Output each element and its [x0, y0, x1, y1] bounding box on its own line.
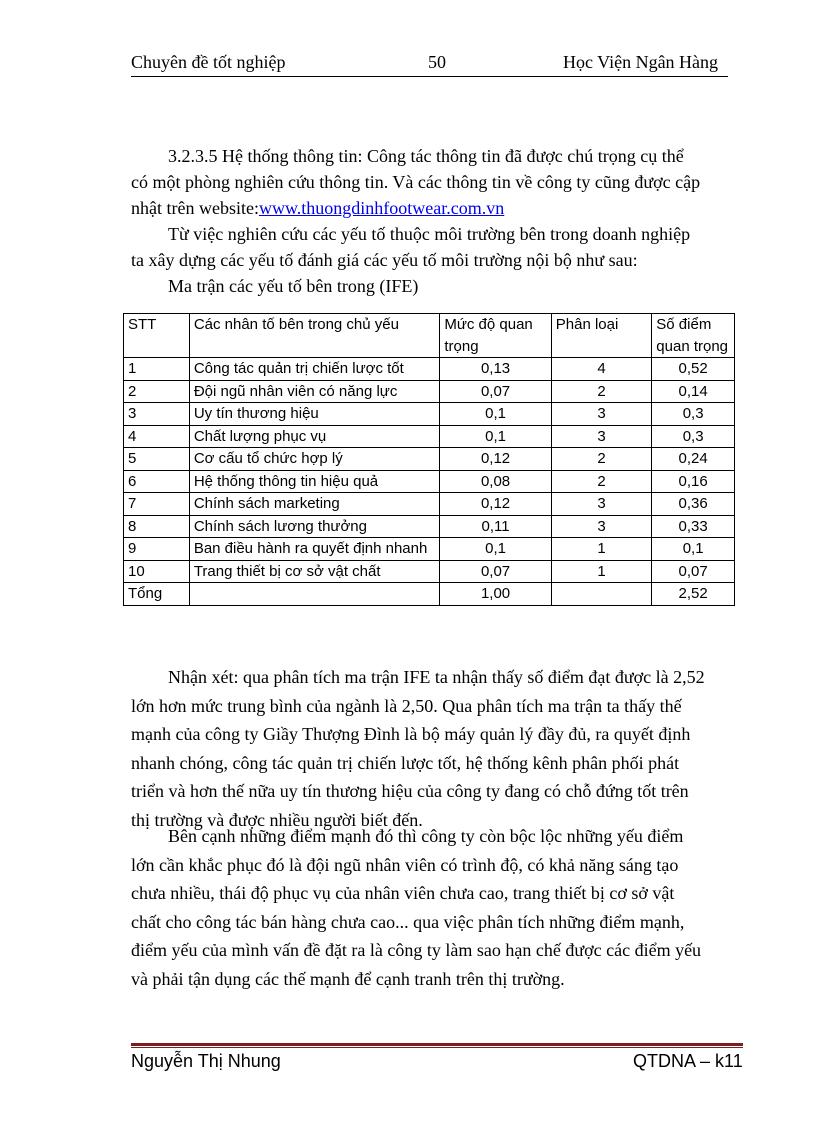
- row-stt: 8: [124, 515, 190, 538]
- table-title: Ma trận các yếu tố bên trong (IFE): [168, 276, 419, 296]
- footer-class: QTDNA – k11: [633, 1051, 743, 1071]
- section-line-1: 3.2.3.5 Hệ thống thông tin: Công tác thông tin đã được chú trọng cụ thể: [168, 146, 684, 166]
- table-body: [124, 358, 735, 606]
- paragraph-1-line: Nhận xét: qua phân tích ma trận IFE ta nhận thấy số điểm đạt được là 2,52: [168, 667, 705, 687]
- row-weight: 0,12: [440, 448, 551, 471]
- paragraph-1-line: lớn hơn mức trung bình của ngành là 2,50. Qua phân tích ma trận ta thấy thế: [131, 695, 682, 716]
- row-weight: 0,08: [440, 470, 551, 493]
- row-weight: 0,1: [440, 538, 551, 561]
- row-score: 0,14: [652, 380, 735, 403]
- table-row: [124, 560, 735, 583]
- header-weight: Mức độ quan trọng: [440, 314, 551, 358]
- section-line-5: ta xây dựng các yếu tố đánh giá các yếu tố môi trường nội bộ như sau:: [131, 250, 638, 270]
- row-factor: Cơ cấu tổ chức hợp lý: [189, 448, 440, 471]
- table-row: [124, 448, 735, 471]
- header-title: Chuyên đề tốt nghiệp: [131, 52, 286, 72]
- row-weight: 0,1: [440, 425, 551, 448]
- table-row: [124, 380, 735, 403]
- total-weight: 1,00: [440, 583, 551, 606]
- section-line-4: Từ việc nghiên cứu các yếu tố thuộc môi trường bên trong doanh nghiệp: [168, 224, 691, 244]
- row-rating: 3: [551, 403, 652, 426]
- row-factor: Uy tín thương hiệu: [189, 403, 440, 426]
- row-rating: 3: [551, 425, 652, 448]
- table-row: [124, 515, 735, 538]
- table-row: [124, 470, 735, 493]
- row-rating: 2: [551, 448, 652, 471]
- row-factor: Ban điều hành ra quyết định nhanh: [189, 538, 440, 561]
- row-factor: Hệ thống thông tin hiệu quả: [189, 470, 440, 493]
- paragraph-2-line: và phải tận dụng các thế mạnh để cạnh tranh trên thị trường.: [131, 969, 565, 989]
- table-header-row: [124, 314, 735, 358]
- paragraph-2-line: lớn cần khắc phục đó là đội ngũ nhân viên có trình độ, có khả năng sáng tạo: [131, 854, 679, 875]
- row-score: 0,33: [652, 515, 735, 538]
- row-factor: Đội ngũ nhân viên có năng lực: [189, 380, 440, 403]
- row-stt: 10: [124, 560, 190, 583]
- header-factor: Các nhân tố bên trong chủ yếu: [189, 314, 440, 358]
- paragraph-2-line: chất cho công tác bán hàng chưa cao... qua việc phân tích những điểm mạnh,: [131, 911, 685, 932]
- row-rating: 3: [551, 515, 652, 538]
- paragraph-1-line: nhanh chóng, công tác quản trị chiến lược tốt, hệ thống kênh phân phối phát: [131, 752, 680, 773]
- row-rating: 1: [551, 560, 652, 583]
- table-row: [124, 425, 735, 448]
- header-score: Số điểm quan trọng: [652, 314, 735, 358]
- paragraph-1-line: thị trường và được nhiều người biết đến.: [131, 810, 423, 830]
- row-rating: 2: [551, 470, 652, 493]
- row-stt: 7: [124, 493, 190, 516]
- total-rating: [551, 583, 652, 606]
- row-weight: 0,07: [440, 380, 551, 403]
- table-row: [124, 358, 735, 381]
- website-link[interactable]: www.thuongdinhfootwear.com.vn: [258, 198, 505, 218]
- row-factor: Chính sách lương thưởng: [189, 515, 440, 538]
- row-score: 0,3: [652, 425, 735, 448]
- paragraph-2-line: chưa nhiều, thái độ phục vụ của nhân viên chưa cao, trang thiết bị cơ sở vật: [131, 883, 675, 904]
- row-weight: 0,1: [440, 403, 551, 426]
- header-rating: Phân loại: [551, 314, 652, 358]
- page-number: 50: [428, 52, 446, 72]
- row-stt: 5: [124, 448, 190, 471]
- ife-matrix-table: [123, 313, 735, 606]
- row-rating: 2: [551, 380, 652, 403]
- row-score: 0,52: [652, 358, 735, 381]
- row-rating: 4: [551, 358, 652, 381]
- row-rating: 3: [551, 493, 652, 516]
- row-stt: 9: [124, 538, 190, 561]
- row-score: 0,3: [652, 403, 735, 426]
- total-factor: [189, 583, 440, 606]
- row-rating: 1: [551, 538, 652, 561]
- row-score: 0,36: [652, 493, 735, 516]
- paragraph-1-line: mạnh của công ty Giầy Thượng Đình là bộ máy quản lý đầy đủ, ra quyết định: [131, 724, 691, 745]
- row-score: 0,1: [652, 538, 735, 561]
- table-total-row: [124, 583, 735, 606]
- row-weight: 0,12: [440, 493, 551, 516]
- row-weight: 0,07: [440, 560, 551, 583]
- footer-rule-thick: [131, 1043, 743, 1046]
- row-score: 0,24: [652, 448, 735, 471]
- row-weight: 0,11: [440, 515, 551, 538]
- row-stt: 6: [124, 470, 190, 493]
- row-score: 0,16: [652, 470, 735, 493]
- paragraph-1-line: triển và hơn thế nữa uy tín thương hiệu của công ty đang có chỗ đứng tốt trên: [131, 781, 689, 802]
- row-factor: Chính sách marketing: [189, 493, 440, 516]
- row-weight: 0,13: [440, 358, 551, 381]
- paragraph-2-line: điểm yếu của mình vấn đề đặt ra là công ty làm sao hạn chế được các điểm yếu: [131, 940, 702, 961]
- section-line-2: có một phòng nghiên cứu thông tin. Và các thông tin về công ty cũng được cập: [131, 172, 701, 192]
- row-score: 0,07: [652, 560, 735, 583]
- row-stt: 2: [124, 380, 190, 403]
- table-row: [124, 403, 735, 426]
- total-score: 2,52: [652, 583, 735, 606]
- row-factor: Công tác quản trị chiến lược tốt: [189, 358, 440, 381]
- footer-rule-thin: [131, 1047, 743, 1048]
- row-stt: 1: [124, 358, 190, 381]
- paragraph-2-line: Bên cạnh những điểm mạnh đó thì công ty còn bộc lộc những yếu điểm: [168, 826, 684, 846]
- header-institution: Học Viện Ngân Hàng: [563, 52, 719, 72]
- row-factor: Trang thiết bị cơ sở vật chất: [189, 560, 440, 583]
- header-stt: STT: [124, 314, 190, 358]
- row-stt: 4: [124, 425, 190, 448]
- row-stt: 3: [124, 403, 190, 426]
- table-row: [124, 493, 735, 516]
- website-prefix: nhật trên website:: [131, 198, 259, 218]
- table-row: [124, 538, 735, 561]
- row-factor: Chất lượng phục vụ: [189, 425, 440, 448]
- header-rule: [131, 76, 728, 77]
- total-label: Tổng: [124, 583, 190, 606]
- footer-author: Nguyễn Thị Nhung: [131, 1051, 281, 1071]
- section-line-3: [131, 195, 504, 221]
